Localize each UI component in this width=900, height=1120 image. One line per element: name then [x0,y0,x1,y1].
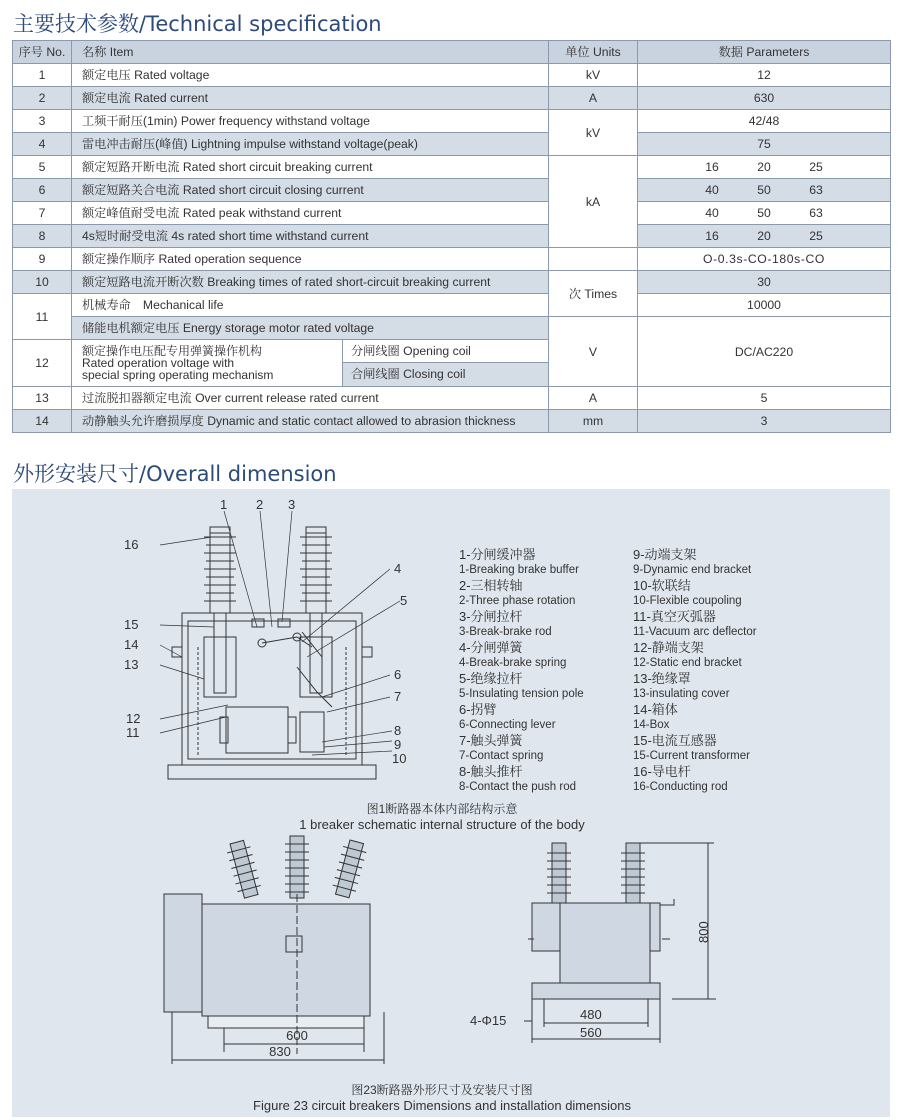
legend-item: 4-分闸弹簧 4-Break-brake spring [459,640,567,669]
table-row [13,179,891,202]
row-no: 7 [13,202,72,225]
row-item-line: 额定操作电压配专用弹簧操作机构 [82,344,263,358]
dimension-panel [12,489,890,1117]
legend-item: 10-软联结 10-Flexible coupoling [633,578,742,607]
col-header-parameters: 数据 Parameters [638,41,891,64]
dim-560: 560 [580,1025,602,1040]
callout-9: 9 [394,737,402,752]
callout-8: 8 [394,723,402,738]
spec-table [12,40,891,433]
dim-600: 600 [286,1028,308,1043]
row-values: 16 20 25 [638,225,891,248]
legend-item: 1-分闸缓冲器 1-Breaking brake buffer [459,547,579,576]
table-row [13,156,891,179]
figure1-caption-cn: 图1断路器本体内部结构示意 [366,802,518,816]
closing-coil-label: 合闸线圈 Closing coil [343,363,548,386]
callout-7: 7 [394,689,402,704]
row-item: 机械寿命 Mechanical life [72,294,549,317]
row-unit: V [549,317,638,387]
legend-item: 11-真空灭弧器 11-Vacuum arc deflector [633,609,757,638]
callout-16: 16 [124,537,139,552]
row-value: 630 [638,87,891,110]
figure23-caption [182,1081,702,1113]
table-header-row [13,41,891,64]
table-row [13,133,891,156]
callout-15: 15 [124,617,139,632]
row-unit: kA [549,156,638,248]
table-row [13,64,891,87]
legend-item: 6-拐臂 6-Connecting lever [459,702,556,731]
row-no: 1 [13,64,72,87]
table-row [13,202,891,225]
row-no: 2 [13,87,72,110]
table-row [13,317,891,340]
figure23-caption-en: Figure 23 circuit breakers Dimensions and installation dimensions [253,1098,631,1113]
callout-3: 3 [288,497,296,512]
row-no: 4 [13,133,72,156]
callout-13: 13 [124,657,139,672]
callout-14: 14 [124,637,139,652]
col-header-no: 序号 No. [13,41,72,64]
table-row [13,110,891,133]
table-row [13,271,891,294]
callout-4: 4 [394,561,402,576]
row-unit [549,248,638,271]
row-unit: A [549,87,638,110]
callout-10: 10 [392,751,407,766]
row-no: 9 [13,248,72,271]
dim-480: 480 [580,1007,602,1022]
row-value: DC/AC220 [638,317,891,387]
internal-structure-diagram [112,497,422,787]
callout-11: 11 [126,725,140,740]
side-view-diagram [462,839,732,1074]
figure1-caption-en: 1 breaker schematic internal structure of the body [299,817,585,832]
row-item: 动静触头允许磨损厚度 Dynamic and static contact allowed to abrasion thickness [72,410,549,433]
legend-item: 7-触头弹簧 7-Contact spring [459,733,544,762]
row-value: 5 [638,387,891,410]
row-no: 10 [13,271,72,294]
row-item: 额定短路关合电流 Rated short circuit closing current [72,179,549,202]
callout-1: 1 [220,497,228,512]
row-unit: kV [549,110,638,156]
row-value: 42/48 [638,110,891,133]
col-header-units: 单位 Units [549,41,638,64]
table-row [13,387,891,410]
legend-item: 8-触头推杆 8-Contact the push rod [459,764,576,793]
row-no: 13 [13,387,72,410]
row-item: 过流脱扣器额定电流 Over current release rated current [72,387,549,410]
row-no: 12 [13,340,72,387]
row-no: 14 [13,410,72,433]
row-value: 30 [638,271,891,294]
row-item-split [72,340,549,387]
row-item: 4s短时耐受电流 4s rated short time withstand current [72,225,549,248]
row-item: 额定短路开断电流 Rated short circuit breaking current [72,156,549,179]
row-item: 储能电机额定电压 Energy storage motor rated voltage [72,317,549,340]
insulator-left [204,527,236,613]
callout-6: 6 [394,667,402,682]
row-value: 12 [638,64,891,87]
parts-legend-right [633,547,757,795]
row-item: 额定电流 Rated current [72,87,549,110]
legend-item: 16-导电杆 16-Conducting rod [633,764,728,793]
callout-5: 5 [400,593,408,608]
legend-item: 12-静端支架 12-Static end bracket [633,640,742,669]
figure23-caption-cn: 图23断路器外形尺寸及安装尺寸图 [351,1083,533,1097]
legend-item: 2-三相转轴 2-Three phase rotation [459,578,576,607]
dim-830: 830 [269,1044,291,1059]
dimension-section-title: 外形安装尺寸/Overall dimension [13,462,337,486]
row-item-line: special spring operating mechanism [82,368,274,382]
row-no: 8 [13,225,72,248]
row-unit: 次 Times [549,271,638,317]
row-item: 工频干耐压(1min) Power frequency withstand voltage [72,110,549,133]
legend-item: 5-绝缘拉杆 5-Insulating tension pole [459,671,584,700]
legend-item: 13-绝缘罩 13-insulating cover [633,671,730,700]
row-item: 额定电压 Rated voltage [72,64,549,87]
row-item-line: Rated operation voltage with [82,356,235,370]
legend-item: 3-分闸拉杆 3-Break-brake rod [459,609,552,638]
legend-item: 15-电流互感器 15-Current transformer [633,733,750,762]
row-no: 5 [13,156,72,179]
opening-coil-label: 分闸线圈 Opening coil [343,340,548,363]
table-row [13,248,891,271]
table-row [13,87,891,110]
insulator-right [300,527,332,613]
row-value: 75 [638,133,891,156]
row-value: O-0.3s-CO-180s-CO [638,248,891,271]
row-values: 16 20 25 [638,156,891,179]
callout-2: 2 [256,497,264,512]
spec-section-title: 主要技术参数/Technical specification [13,12,382,36]
legend-item: 9-动端支架 9-Dynamic end bracket [633,547,752,576]
row-no: 3 [13,110,72,133]
front-view-diagram [152,834,392,1074]
row-item: 额定操作顺序 Rated operation sequence [72,248,549,271]
table-row [13,294,891,317]
callout-12: 12 [126,711,141,726]
figure1-caption [212,800,672,832]
row-value: 10000 [638,294,891,317]
row-item: 额定峰值耐受电流 Rated peak withstand current [72,202,549,225]
row-values: 40 50 63 [638,179,891,202]
table-row [13,225,891,248]
legend-item: 14-箱体 14-Box [633,702,678,731]
row-unit: mm [549,410,638,433]
dim-800: 800 [696,921,711,943]
row-no: 11 [13,294,72,340]
parts-legend-left [459,547,584,795]
row-unit: kV [549,64,638,87]
row-no: 6 [13,179,72,202]
dim-4-phi15: 4-Φ15 [470,1013,507,1028]
table-row [13,410,891,433]
row-item: 雷电冲击耐压(峰值) Lightning impulse withstand voltage(peak) [72,133,549,156]
col-header-item: 名称 Item [72,41,549,64]
row-item: 额定短路电流开断次数 Breaking times of rated short-circuit breaking current [72,271,549,294]
row-unit: A [549,387,638,410]
row-values: 40 50 63 [638,202,891,225]
row-value: 3 [638,410,891,433]
